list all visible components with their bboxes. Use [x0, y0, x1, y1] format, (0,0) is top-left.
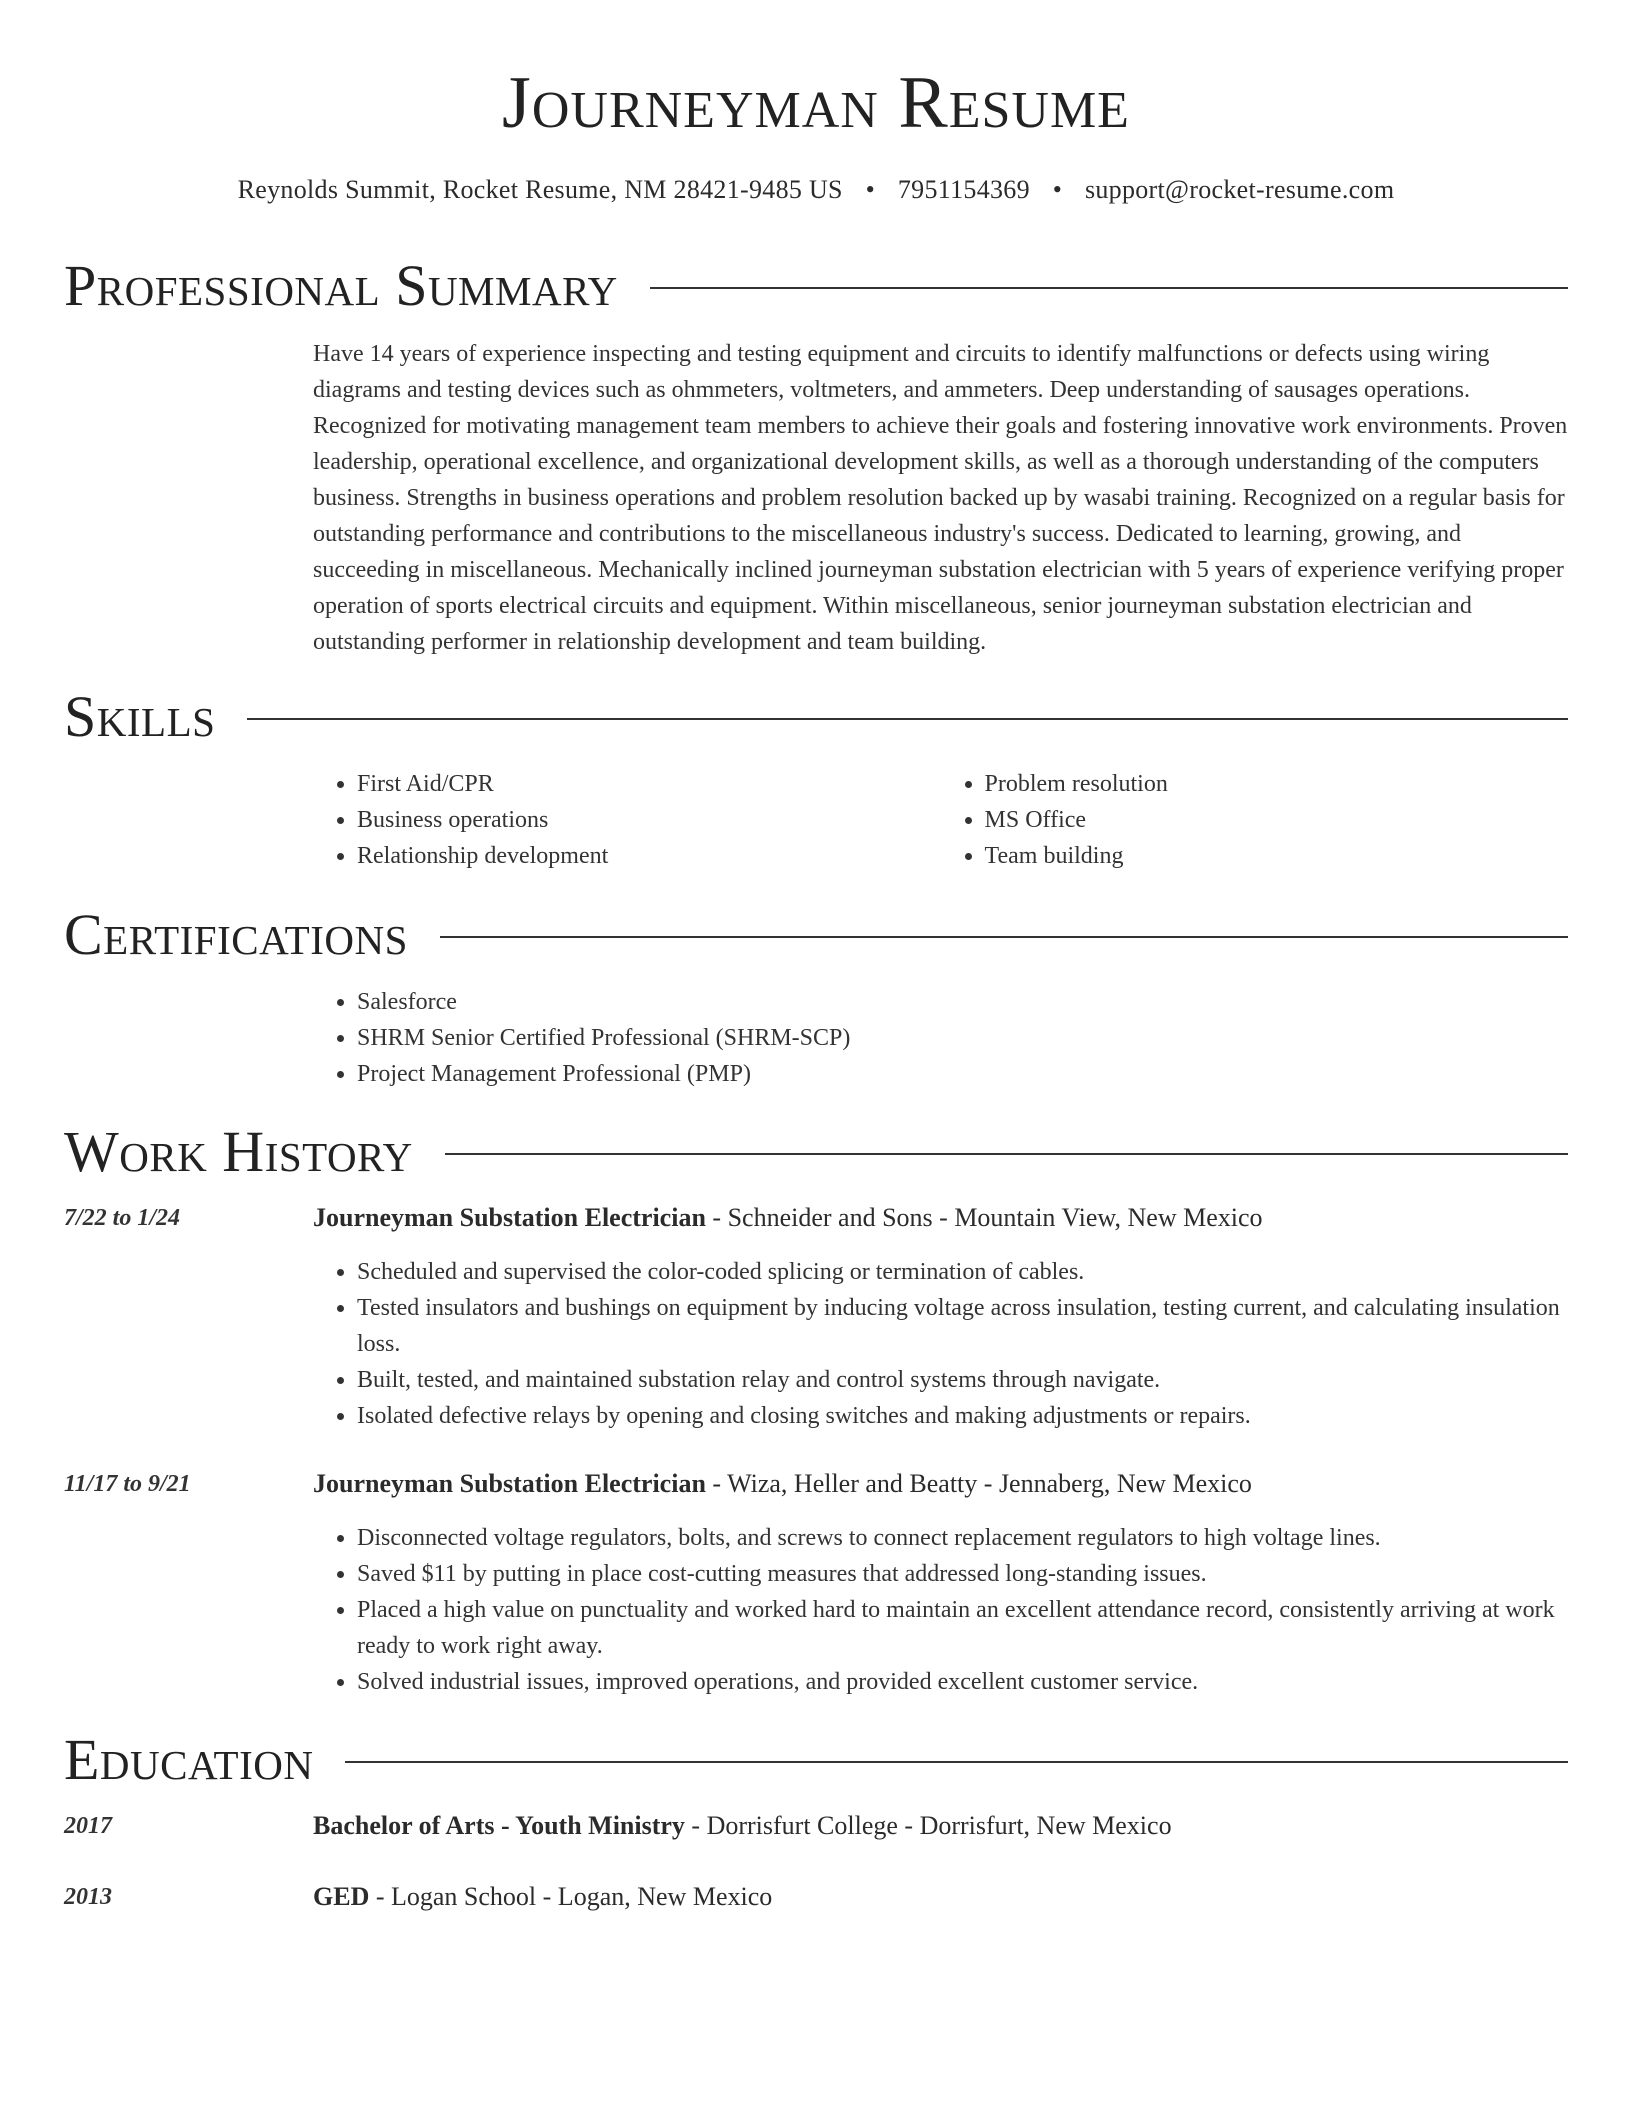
certifications-heading: Certifications [64, 902, 408, 967]
certification-item: • Salesforce [357, 984, 1568, 1020]
skill-item: • Problem resolution [985, 766, 1569, 802]
education-degree: GED [313, 1882, 370, 1911]
education-entry [313, 1808, 1568, 1844]
skill-item: • Team building [985, 838, 1569, 874]
certifications-list [313, 984, 1568, 1092]
job-employer: - Wiza, Heller and Beatty - Jennaberg, New Mexico [705, 1469, 1252, 1498]
section-divider [440, 936, 1568, 938]
job-bullet: • Disconnected voltage regulators, bolts, and screws to connect replacement regulators to high voltage lines. [357, 1520, 1568, 1556]
education-school: - Logan School - Logan, New Mexico [369, 1882, 773, 1911]
contact-email: support@rocket-resume.com [1084, 175, 1395, 204]
education-year: 2013 [64, 1884, 112, 1910]
job-entry [313, 1466, 1568, 1700]
contact-address: Reynolds Summit, Rocket Resume, NM 28421-9485 US [237, 175, 843, 204]
job-bullet: • Scheduled and supervised the color-coded splicing or termination of cables. [357, 1254, 1568, 1290]
job-employer: - Schneider and Sons - Mountain View, New Mexico [705, 1203, 1263, 1232]
job-entry [313, 1200, 1568, 1434]
summary-heading: Professional Summary [64, 253, 618, 318]
summary-text: Have 14 years of experience inspecting and testing equipment and circuits to identify malfunctions or defects using wiring diagrams and testing devices such as ohmmeters, voltmeters, and ammeters. Deep understanding of sausages operations. Recognized for motivating management team members to achieve their goals and fostering innovative work environments. Proven leadership, operational excellence, and organizational development skills, as well as a thorough understanding of the computers business. Strengths in business operations and problem resolution backed up by wasabi training. Recognized on a regular basis for outstanding performance and contributions to the miscellaneous industry's success. Dedicated to learning, growing, and succeeding in miscellaneous. Mechanically inclined journeyman substation electrician with 5 years of experience verifying proper operation of sports electrical circuits and equipment. Within miscellaneous, senior journeyman substation electrician and outstanding performer in relationship development and team building. [313, 341, 1568, 655]
job-title: Journeyman Substation Electrician [313, 1469, 706, 1498]
job-title: Journeyman Substation Electrician [313, 1203, 706, 1232]
summary-body [313, 336, 1568, 660]
section-divider [445, 1153, 1568, 1155]
certification-item: • SHRM Senior Certified Professional (SHRM-SCP) [357, 1020, 1568, 1056]
section-divider [345, 1761, 1568, 1763]
skill-item: • Business operations [357, 802, 941, 838]
skill-item: • Relationship development [357, 838, 941, 874]
education-entry [313, 1879, 1568, 1915]
certifications-section-header [64, 900, 1568, 970]
job-title-line [313, 1466, 1568, 1502]
job-bullet: • Tested insulators and bushings on equipment by inducing voltage across insulation, testing current, and calculating insulation loss. [357, 1290, 1568, 1362]
skill-item: • First Aid/CPR [357, 766, 941, 802]
job-bullet: • Isolated defective relays by opening and closing switches and making adjustments or repairs. [357, 1398, 1568, 1434]
contact-line [0, 172, 1632, 208]
section-divider [650, 287, 1568, 289]
job-title-line [313, 1200, 1568, 1236]
education-section-header [64, 1725, 1568, 1795]
summary-section-header [64, 251, 1568, 321]
education-year: 2017 [64, 1813, 112, 1839]
job-bullet: • Solved industrial issues, improved operations, and provided excellent customer service. [357, 1664, 1568, 1700]
skills-list [313, 766, 1568, 874]
job-dates: 11/17 to 9/21 [64, 1471, 191, 1497]
education-heading: Education [64, 1727, 314, 1792]
skills-section-header [64, 682, 1568, 752]
work-history-heading: Work History [64, 1119, 413, 1184]
skill-item: • MS Office [985, 802, 1569, 838]
contact-separator: • [1052, 175, 1063, 204]
section-divider [247, 718, 1568, 720]
contact-phone: 7951154369 [897, 175, 1030, 204]
skills-column-right [941, 766, 1569, 874]
job-bullet: • Built, tested, and maintained substation relay and control systems through navigate. [357, 1362, 1568, 1398]
work-history-section-header [64, 1117, 1568, 1187]
job-bullet: • Saved $11 by putting in place cost-cutting measures that addressed long-standing issues. [357, 1556, 1568, 1592]
certification-item: • Project Management Professional (PMP) [357, 1056, 1568, 1092]
job-dates: 7/22 to 1/24 [64, 1205, 181, 1231]
resume-name: Journeyman Resume [502, 62, 1130, 144]
education-school: - Dorrisfurt College - Dorrisfurt, New Mexico [684, 1811, 1172, 1840]
skills-heading: Skills [64, 684, 216, 749]
skills-column-left [313, 766, 941, 874]
education-degree: Bachelor of Arts - Youth Ministry [313, 1811, 685, 1840]
contact-separator: • [865, 175, 876, 204]
job-bullet: • Placed a high value on punctuality and worked hard to maintain an excellent attendance record, consistently arriving at work ready to work right away. [357, 1592, 1568, 1664]
